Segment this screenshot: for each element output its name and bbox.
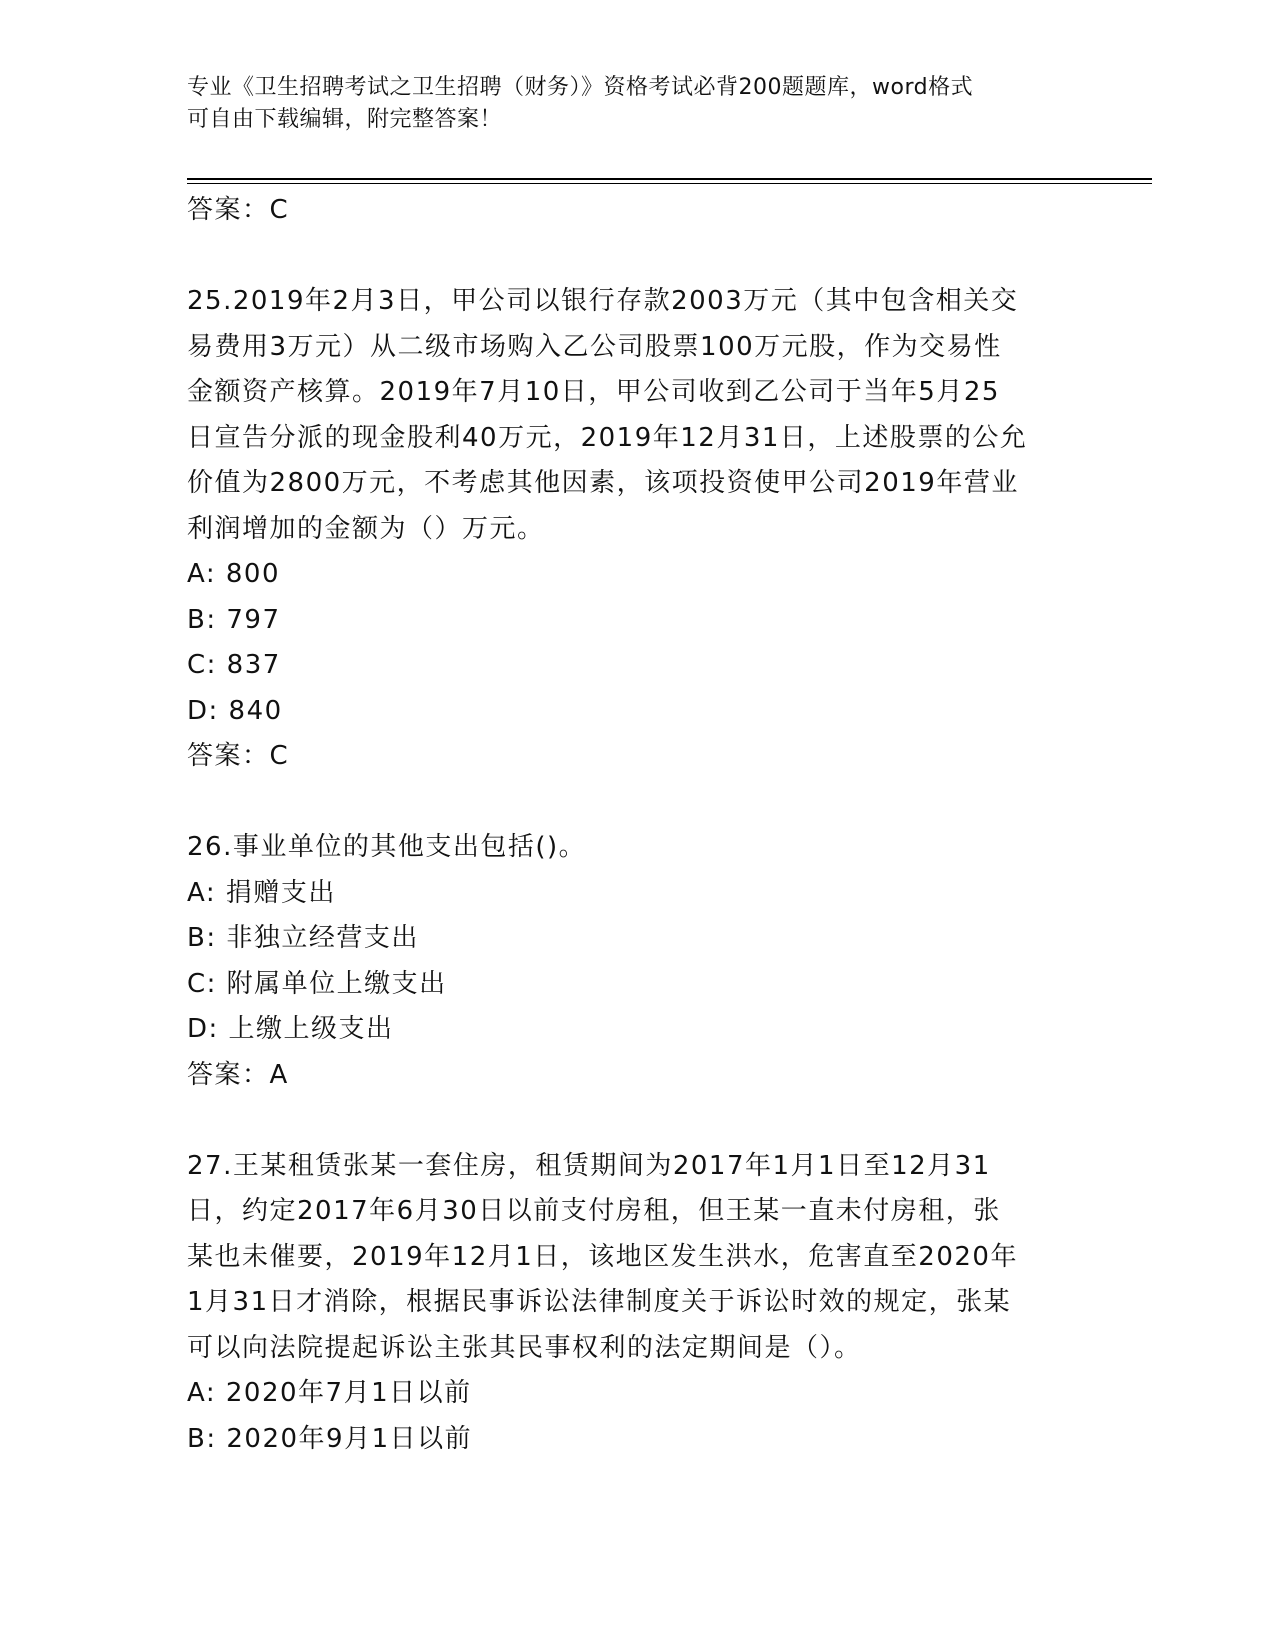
header-divider-thin <box>187 183 1152 184</box>
question-stem-line: 27.王某租赁张某一套住房，租赁期间为2017年1月1日至12月31 <box>187 1150 991 1181</box>
header-line-1: 专业《卫生招聘考试之卫生招聘（财务）》资格考试必背200题题库，word格式 <box>187 75 974 100</box>
option-a: A: 捐赠支出 <box>187 877 336 908</box>
question-stem-line: 易费用3万元）从二级市场购入乙公司股票100万元股，作为交易性 <box>187 331 1002 362</box>
header-line-2: 可自由下载编辑，附完整答案！ <box>187 107 503 132</box>
option-d: D: 上缴上级支出 <box>187 1014 394 1044</box>
option-d: D: 840 <box>187 695 283 726</box>
option-a: A: 800 <box>187 559 280 589</box>
question-stem-line: 可以向法院提起诉讼主张其民事权利的法定期间是（）。 <box>187 1332 862 1363</box>
option-b: B: 797 <box>187 604 281 635</box>
header-divider-thick <box>187 178 1152 180</box>
question-stem-line: 利润增加的金额为（）万元。 <box>187 513 545 544</box>
question-27 <box>187 1144 1087 1463</box>
question-stem-line: 某也未催要，2019年12月1日，该地区发生洪水，危害直至2020年 <box>187 1241 1018 1272</box>
spacer <box>187 780 1087 826</box>
answer-line: 答案：A <box>187 1059 289 1090</box>
question-stem-line: 26.事业单位的其他支出包括()。 <box>187 832 587 862</box>
option-b: B: 2020年9月1日以前 <box>187 1423 473 1454</box>
option-c: C: 附属单位上缴支出 <box>187 968 447 999</box>
question-stem-line: 日宣告分派的现金股利40万元，2019年12月31日，上述股票的公允 <box>187 422 1028 453</box>
question-stem-line: 25.2019年2月3日，甲公司以银行存款2003万元（其中包含相关交 <box>187 286 1019 316</box>
document-header <box>187 72 1087 136</box>
previous-answer: 答案：C <box>187 195 290 225</box>
question-stem-line: 日，约定2017年6月30日以前支付房租，但王某一直未付房租，张 <box>187 1196 1001 1226</box>
spacer <box>187 234 1087 280</box>
answer-line: 答案：C <box>187 741 290 771</box>
option-c: C: 837 <box>187 650 281 680</box>
question-26 <box>187 825 1087 1098</box>
question-stem-line: 金额资产核算。2019年7月10日，甲公司收到乙公司于当年5月25 <box>187 377 1000 407</box>
document-body <box>187 188 1087 1462</box>
question-25 <box>187 279 1087 780</box>
spacer <box>187 1098 1087 1144</box>
question-stem-line: 价值为2800万元，不考虑其他因素，该项投资使甲公司2019年营业 <box>187 468 1019 498</box>
question-stem-line: 1月31日才消除，根据民事诉讼法律制度关于诉讼时效的规定，张某 <box>187 1287 1012 1317</box>
option-b: B: 非独立经营支出 <box>187 923 419 953</box>
option-a: A: 2020年7月1日以前 <box>187 1378 472 1408</box>
